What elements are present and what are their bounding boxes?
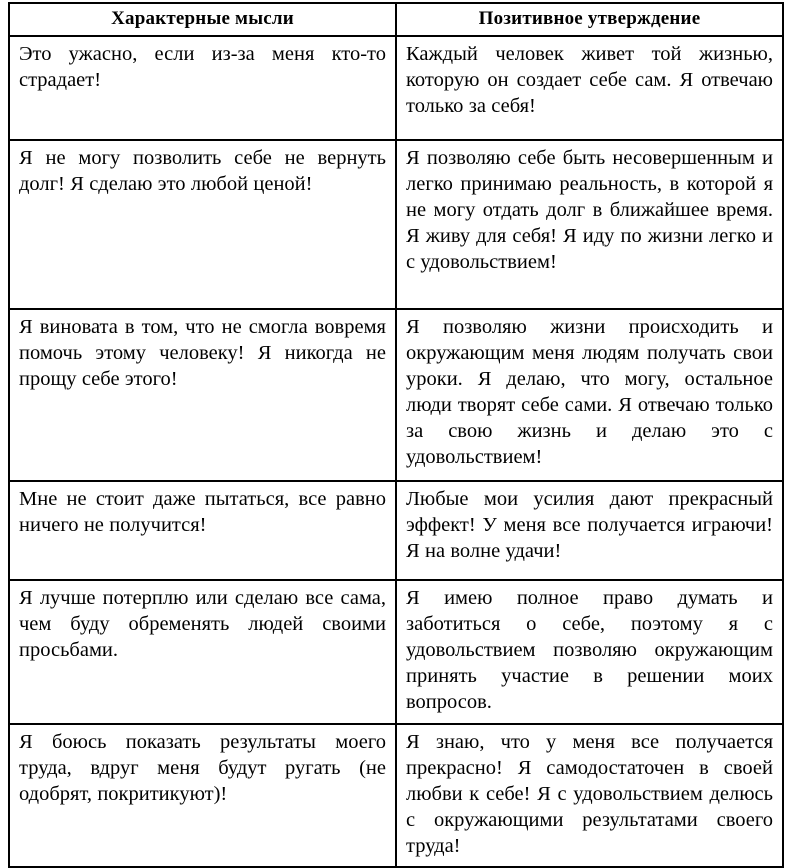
table-body (9, 36, 783, 867)
positive-text: Я позволяю себе быть несовершенным и легко принимаю реальность, в которой я не могу отдать долг в ближайшее время. Я живу для себя! Я иду по жизни легко и с удовольствием! (406, 147, 773, 273)
thought-text: Это ужасно, если из-за меня кто-то страдает! (19, 43, 386, 92)
cell-thought (9, 140, 396, 309)
cell-positive (396, 580, 783, 724)
affirmation-table (8, 2, 784, 868)
thought-text: Я боюсь показать результаты моего труда, вдруг меня будут ругать (не одобрят, покритикуют)! (19, 730, 386, 805)
table-row (9, 309, 783, 481)
cell-positive (396, 36, 783, 140)
table-row (9, 481, 783, 580)
cell-thought (9, 309, 396, 481)
thought-text: Мне не стоит даже пытаться, все равно ничего не получится! (19, 488, 386, 537)
cell-positive (396, 481, 783, 580)
cell-positive (396, 724, 783, 868)
table-row (9, 140, 783, 309)
positive-text: Любые мои усилия дают прекрасный эффект! У меня все получается играючи! Я на волне удачи! (406, 488, 773, 563)
table-header-row (9, 3, 783, 36)
thought-text: Я виновата в том, что не смогла вовремя помочь этому человеку! Я никогда не прощу себе этого! (19, 316, 386, 391)
column-header-affirmations: Позитивное утверждение (396, 3, 783, 36)
cell-thought (9, 481, 396, 580)
thought-text: Я лучше потерплю или сделаю все сама, чем буду обременять людей своими просьбами. (19, 587, 386, 662)
positive-text: Каждый человек живет той жизнью, которую он создает себе сам. Я отвечаю только за себя! (406, 43, 773, 118)
cell-thought (9, 36, 396, 140)
cell-thought (9, 580, 396, 724)
cell-positive (396, 140, 783, 309)
cell-thought (9, 724, 396, 868)
table-header (9, 3, 783, 36)
thought-text: Я не могу позволить себе не вернуть долг! Я сделаю это любой ценой! (19, 147, 386, 196)
column-header-thoughts: Характерные мысли (9, 3, 396, 36)
cell-positive (396, 309, 783, 481)
table-row (9, 36, 783, 140)
positive-text: Я имею полное право думать и заботиться о себе, поэтому я с удовольствием позволяю окружающим принять участие в решении моих вопросов. (406, 587, 773, 713)
positive-text: Я позволяю жизни происходить и окружающим меня людям получать свои уроки. Я делаю, что могу, остальное люди творят себе сами. Я отвечаю только за свою жизнь и делаю это с удовольствием! (406, 316, 773, 468)
table-row (9, 724, 783, 868)
table-row (9, 580, 783, 724)
positive-text: Я знаю, что у меня все получается прекрасно! Я самодостаточен в своей любви к себе! Я с удовольствием делюсь с окружающими результатами своего труда! (406, 730, 773, 857)
